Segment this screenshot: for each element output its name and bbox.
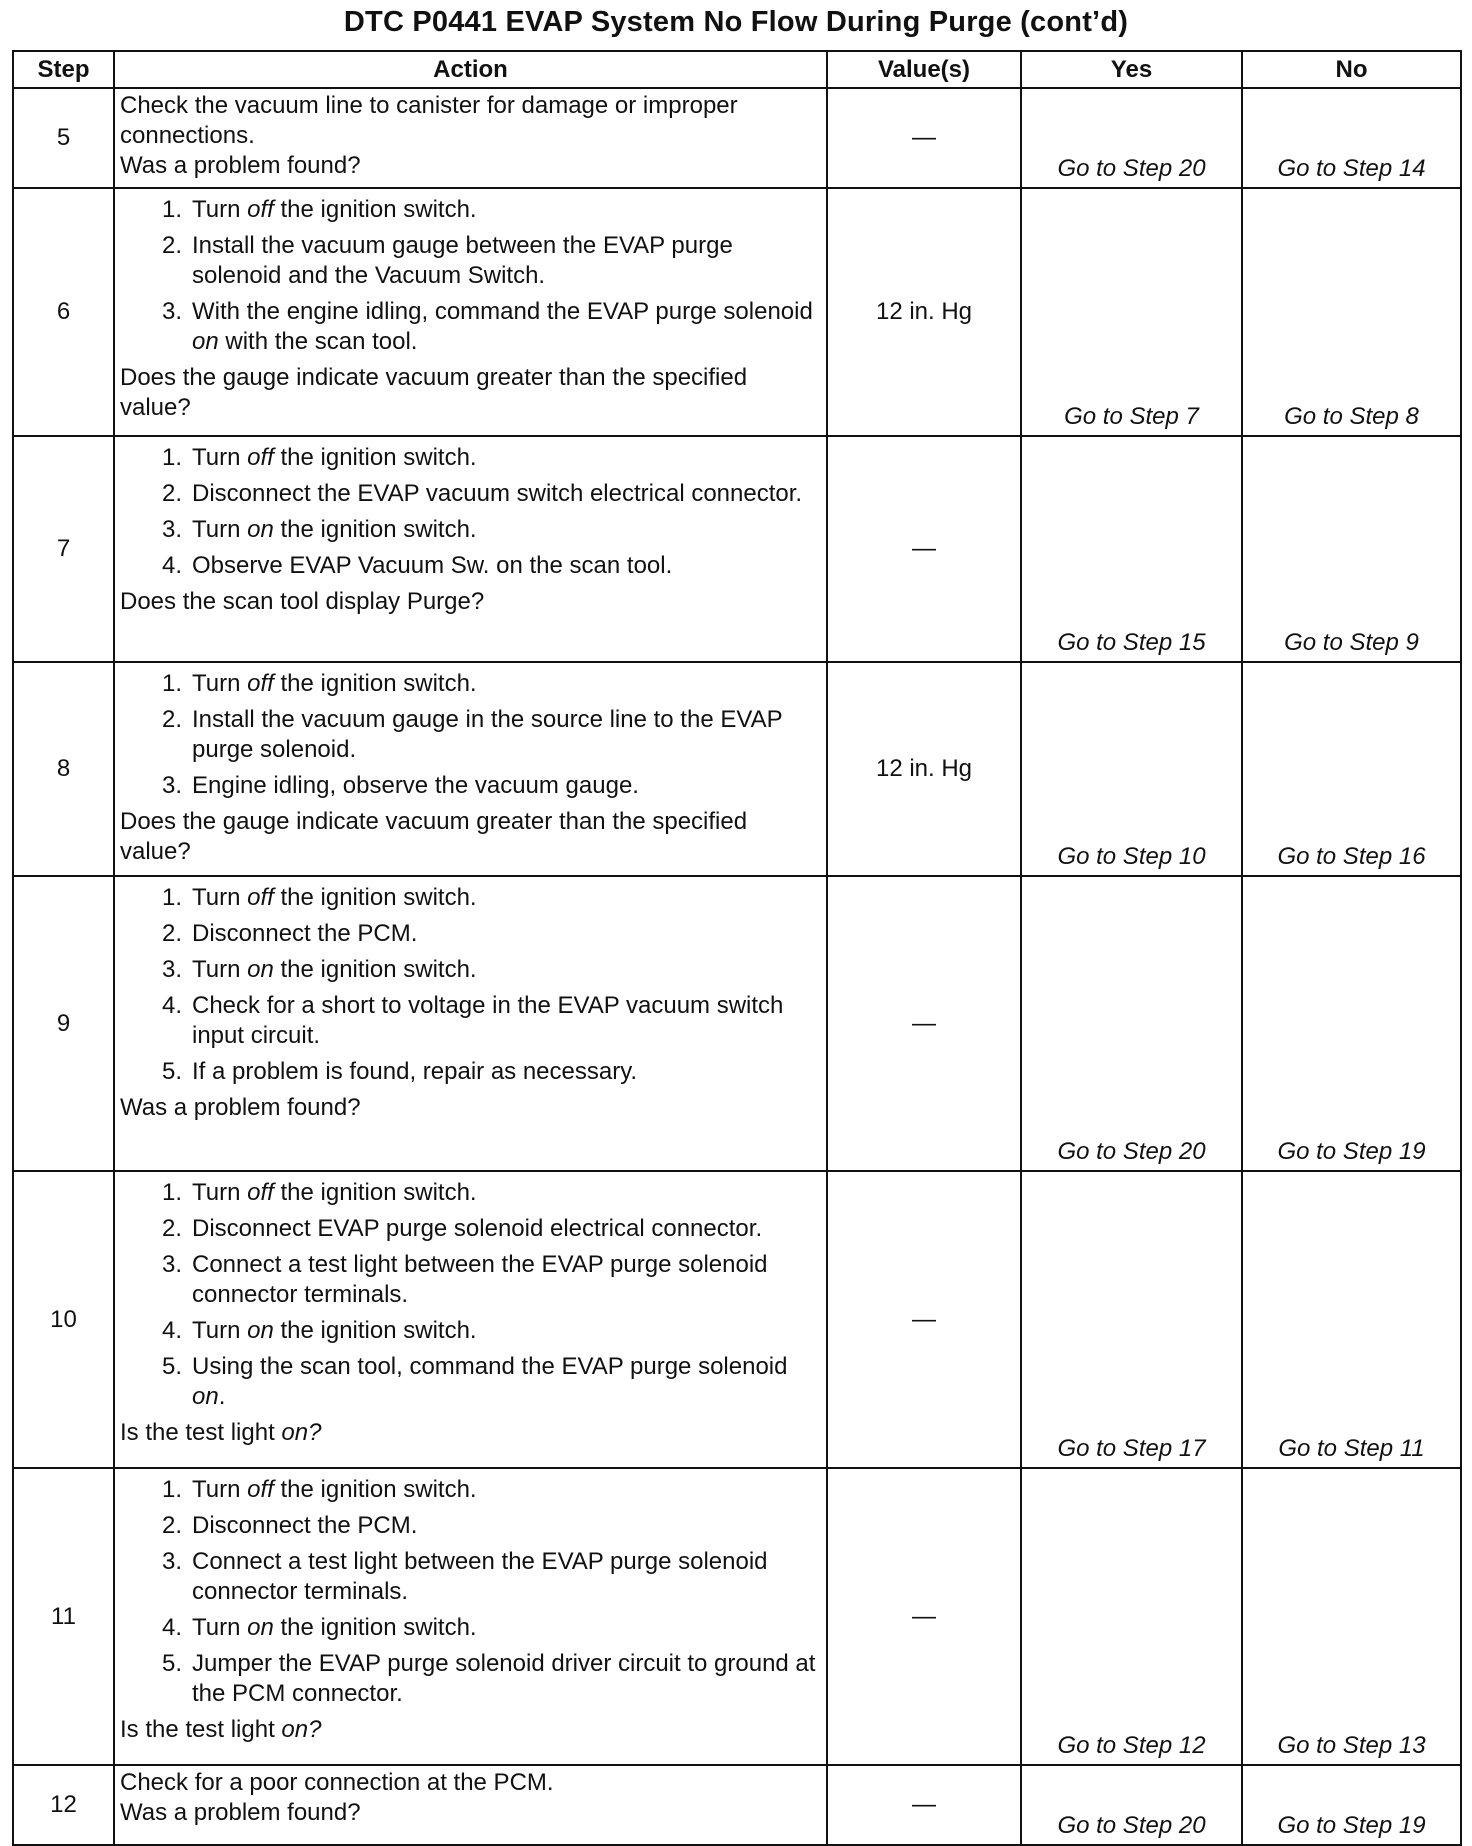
action-cell — [114, 188, 827, 436]
action-step: 3. Turn on the ignition switch. — [161, 516, 477, 543]
step-number: 12 — [13, 1765, 114, 1845]
value-cell: — — [827, 1765, 1021, 1845]
header-yes: Yes — [1021, 51, 1242, 88]
yes-cell: Go to Step 12 — [1021, 1468, 1242, 1765]
action-step: 2. Disconnect the PCM. — [161, 920, 418, 947]
action-question: Was a problem found? — [120, 1094, 361, 1121]
action-step: 2. Disconnect the EVAP vacuum switch electrical connector. — [161, 480, 803, 507]
step-number: 5 — [13, 88, 114, 188]
step-number: 6 — [13, 188, 114, 436]
action-cell — [114, 1171, 827, 1468]
action-step: 2. Disconnect EVAP purge solenoid electrical connector. — [161, 1215, 763, 1242]
action-question: Does the gauge indicate vacuum greater than the specified value? — [120, 364, 748, 421]
table-row — [13, 876, 1461, 1171]
no-cell: Go to Step 19 — [1242, 1765, 1461, 1845]
step-number: 7 — [13, 436, 114, 662]
page-title: DTC P0441 EVAP System No Flow During Purge (cont’d) — [343, 6, 1129, 38]
action-step: 4. Turn on the ignition switch. — [161, 1614, 477, 1641]
no-cell: Go to Step 14 — [1242, 88, 1461, 188]
action-question: Was a problem found? — [120, 152, 361, 179]
action-step: 3. Connect a test light between the EVAP purge solenoid connector terminals. — [161, 1548, 768, 1605]
table-row — [13, 436, 1461, 662]
value-cell: 12 in. Hg — [827, 188, 1021, 436]
action-step: 1. Turn off the ignition switch. — [161, 884, 477, 911]
yes-cell: Go to Step 7 — [1021, 188, 1242, 436]
table-row — [13, 662, 1461, 876]
step-number: 11 — [13, 1468, 114, 1765]
yes-cell: Go to Step 20 — [1021, 876, 1242, 1171]
action-step: 4. Observe EVAP Vacuum Sw. on the scan tool. — [161, 552, 673, 579]
header-step: Step — [13, 51, 114, 88]
no-cell: Go to Step 13 — [1242, 1468, 1461, 1765]
action-step: 2. Install the vacuum gauge in the source line to the EVAP purge solenoid. — [161, 706, 783, 763]
action-step: 1. Turn off the ignition switch. — [161, 1476, 477, 1503]
action-cell — [114, 876, 827, 1171]
yes-cell: Go to Step 20 — [1021, 88, 1242, 188]
table-row — [13, 88, 1461, 188]
action-step: 1. Turn off the ignition switch. — [161, 444, 477, 471]
action-step: 3. Engine idling, observe the vacuum gauge. — [161, 772, 639, 799]
value-cell: — — [827, 876, 1021, 1171]
header-action: Action — [114, 51, 827, 88]
table-row — [13, 188, 1461, 436]
action-cell — [114, 1468, 827, 1765]
action-step: 5. Jumper the EVAP purge solenoid driver circuit to ground at the PCM connector. — [161, 1650, 816, 1707]
action-step: 4. Check for a short to voltage in the EVAP vacuum switch input circuit. — [161, 992, 784, 1049]
value-cell: — — [827, 88, 1021, 188]
no-cell: Go to Step 16 — [1242, 662, 1461, 876]
yes-cell: Go to Step 15 — [1021, 436, 1242, 662]
step-number: 10 — [13, 1171, 114, 1468]
action-step: 1. Turn off the ignition switch. — [161, 1179, 477, 1206]
header-row — [13, 51, 1461, 88]
action-step: 3. Connect a test light between the EVAP purge solenoid connector terminals. — [161, 1251, 768, 1308]
table-row — [13, 1765, 1461, 1845]
action-question: Is the test light on? — [120, 1419, 322, 1446]
action-step: 2. Install the vacuum gauge between the EVAP purge solenoid and the Vacuum Switch. — [161, 232, 733, 289]
yes-cell: Go to Step 10 — [1021, 662, 1242, 876]
action-cell — [114, 1765, 827, 1845]
action-question: Was a problem found? — [120, 1799, 361, 1826]
yes-cell: Go to Step 17 — [1021, 1171, 1242, 1468]
action-step: 1. Turn off the ignition switch. — [161, 196, 477, 223]
action-text: Check the vacuum line to canister for damage or improper connections. — [120, 92, 738, 149]
no-cell: Go to Step 9 — [1242, 436, 1461, 662]
action-step: 3. Turn on the ignition switch. — [161, 956, 477, 983]
action-step: 5. If a problem is found, repair as necessary. — [161, 1058, 638, 1085]
action-cell — [114, 436, 827, 662]
action-question: Does the gauge indicate vacuum greater than the specified value? — [120, 808, 748, 865]
step-number: 9 — [13, 876, 114, 1171]
action-step: 2. Disconnect the PCM. — [161, 1512, 418, 1539]
action-step: 4. Turn on the ignition switch. — [161, 1317, 477, 1344]
header-no: No — [1242, 51, 1461, 88]
action-text: Check for a poor connection at the PCM. — [120, 1769, 554, 1796]
action-step: 5. Using the scan tool, command the EVAP purge solenoid on. — [161, 1353, 788, 1410]
action-question: Does the scan tool display Purge? — [120, 588, 485, 615]
step-number: 8 — [13, 662, 114, 876]
no-cell: Go to Step 8 — [1242, 188, 1461, 436]
action-step: 3. With the engine idling, command the EVAP purge solenoid on with the scan tool. — [161, 298, 813, 355]
table-row — [13, 1171, 1461, 1468]
value-cell: — — [827, 436, 1021, 662]
action-step: 1. Turn off the ignition switch. — [161, 670, 477, 697]
table-row — [13, 1468, 1461, 1765]
value-cell: — — [827, 1171, 1021, 1468]
diagnostic-table — [12, 50, 1462, 1846]
yes-cell: Go to Step 20 — [1021, 1765, 1242, 1845]
no-cell: Go to Step 19 — [1242, 876, 1461, 1171]
action-question: Is the test light on? — [120, 1716, 322, 1743]
no-cell: Go to Step 11 — [1242, 1171, 1461, 1468]
value-cell: — — [827, 1468, 1021, 1765]
action-cell — [114, 662, 827, 876]
value-cell: 12 in. Hg — [827, 662, 1021, 876]
header-values: Value(s) — [827, 51, 1021, 88]
action-cell — [114, 88, 827, 188]
